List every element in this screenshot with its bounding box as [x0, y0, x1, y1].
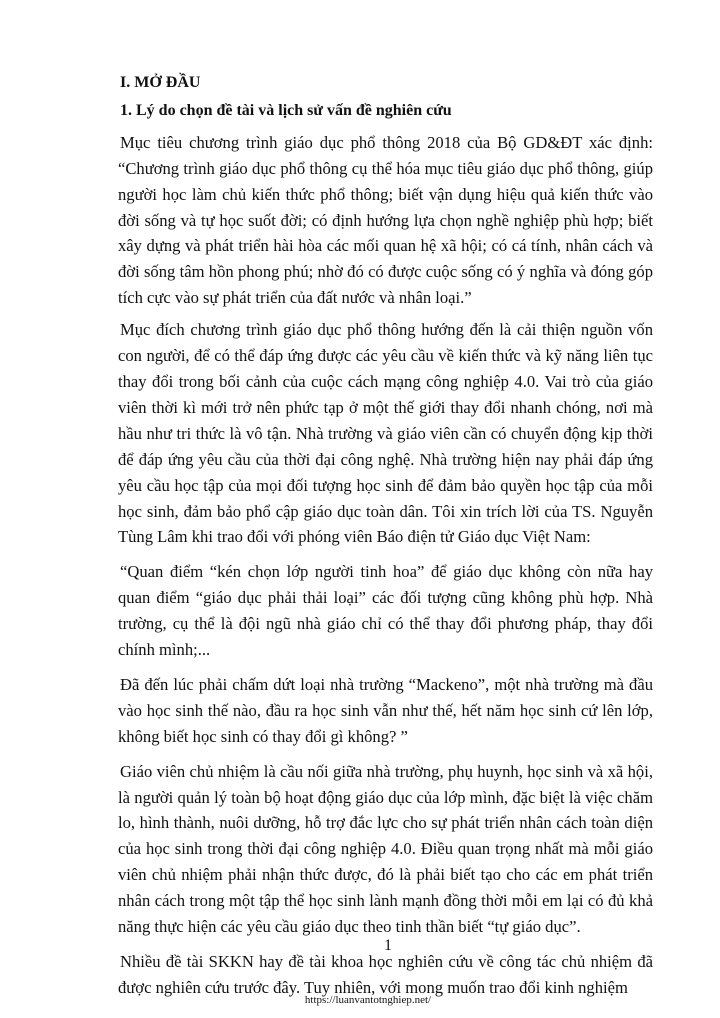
quote-paragraph-1: “Quan điểm “kén chọn lớp người tinh hoa” để giáo dục không còn nữa hay quan điểm “giáo dục phải thải loại” các đối tượng cũng không phù hợp. Nhà trường, cụ thể là đội ngũ nhà giáo chỉ có thể thay đổi phương pháp, thay đổi chính mình;...	[118, 562, 653, 660]
quote-paragraph-2: Đã đến lúc phải chấm dứt loại nhà trường “Mackeno”, một nhà trường mà đầu vào học sinh thế nào, đầu ra học sinh vẫn như thế, hết năm học sinh cứ lên lớp, không biết học sinh có thay đổi gì không? ”	[118, 674, 653, 746]
paragraph-4: Nhiều đề tài SKKN hay đề tài khoa học nghiên cứu về công tác chủ nhiệm đã được nghiên cứu trước đây. Tuy nhiên, với mong muốn trao đổi kinh nghiệm	[118, 952, 653, 997]
footer-url[interactable]: https://luanvantotnghiep.net/	[304, 994, 432, 1006]
paragraph-1: Mục tiêu chương trình giáo dục phổ thông 2018 của Bộ GD&ĐT xác định: “Chương trình giáo dục phổ thông cụ thể hóa mục tiêu giáo dục phổ thông, giúp người học làm chủ kiến thức phổ thông; biết vận dụng hiệu quả kiến thức vào đời sống và tự học suốt đời; có định hướng lựa chọn nghề nghiệp phù hợp; biết xây dựng và phát triển hài hòa các mối quan hệ xã hội; có cá tính, nhân cách và đời sống tâm hồn phong phú; nhờ đó có được cuộc sống có ý nghĩa và đóng góp tích cực vào sự phát triển của đất nước và nhân loại.”	[118, 132, 653, 308]
subsection-heading: 1. Lý do chọn đề tài và lịch sử vấn đề nghiên cứu	[120, 101, 452, 119]
page-body	[118, 70, 653, 1010]
page-number: 1	[384, 937, 392, 954]
paragraph-3: Giáo viên chủ nhiệm là cầu nối giữa nhà trường, phụ huynh, học sinh và xã hội, là người quản lý toàn bộ hoạt động giáo dục của lớp mình, đặc biệt là việc chăm lo, hình thành, nuôi dưỡng, hỗ trợ đắc lực cho sự phát triển nhân cách toàn diện của học sinh trong thời đại công nghiệp 4.0. Điều quan trọng nhất mà mỗi giáo viên chủ nhiệm phải nhận thức được, đó là phải biết tạo cho các em phát triển nhân cách trong một tập thể học sinh lành mạnh đồng thời mỗi em lại có đủ khả năng thực hiện các yêu cầu giáo dục theo tinh thần biết “tự giáo dục”.	[118, 761, 653, 937]
section-heading: I. MỞ ĐẦU	[120, 74, 201, 91]
paragraph-2: Mục đích chương trình giáo dục phổ thông hướng đến là cải thiện nguồn vốn con người, để có thể đáp ứng được các yêu cầu về kiến thức và kỹ năng liên tục thay đổi trong bối cảnh của cuộc cách mạng công nghiệp 4.0. Vai trò của giáo viên thời kì mới trở nên phức tạp ở một thế giới thay đổi nhanh chóng, nơi mà hầu như tri thức là vô tận. Nhà trường và giáo viên cần có chuyển động kịp thời để đáp ứng yêu cầu của thời đại công nghệ. Nhà trường hiện nay phải đáp ứng yêu cầu học tập của mọi đối tượng học sinh để đảm bảo quyền học tập của mỗi học sinh, đảm bảo phổ cập giáo dục toàn dân. Tôi xin trích lời của TS. Nguyễn Tùng Lâm khi trao đổi với phóng viên Báo điện tử Giáo dục Việt Nam:	[118, 320, 653, 547]
